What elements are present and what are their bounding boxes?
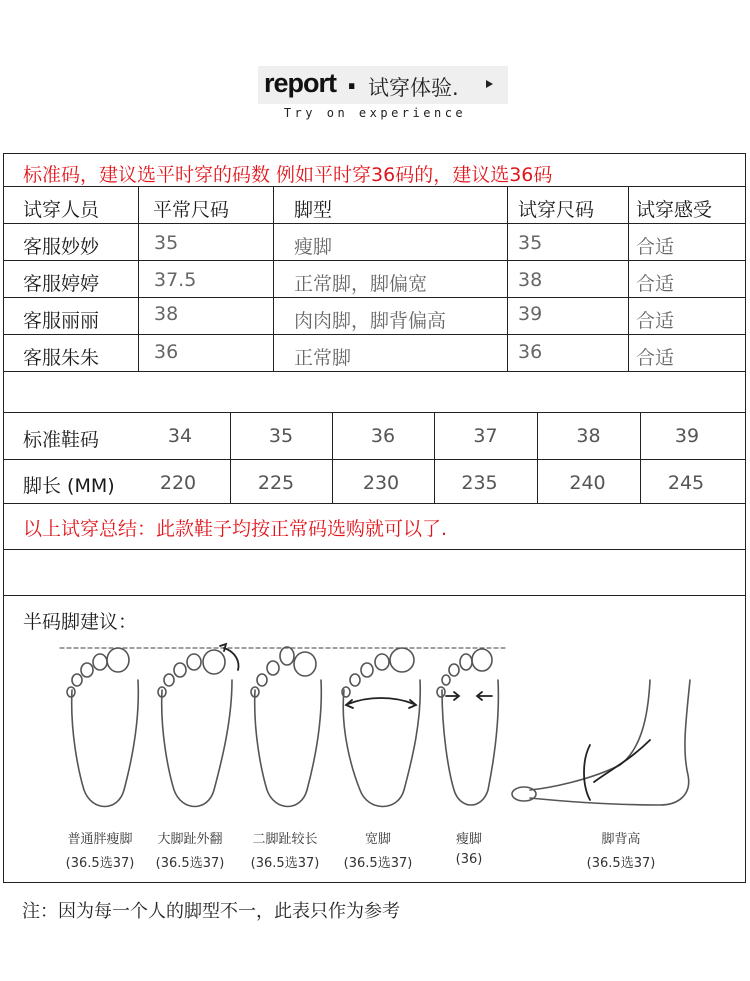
rule xyxy=(3,334,746,335)
foot-long-second-toe-icon xyxy=(251,647,321,807)
size-row-label: 标准鞋码 xyxy=(23,429,100,451)
size-value: 38 xyxy=(576,425,601,447)
length-value: 240 xyxy=(569,472,606,494)
usual-size: 37.5 xyxy=(154,269,197,291)
usual-size: 36 xyxy=(154,341,179,363)
report-header xyxy=(258,62,508,104)
foot-type-name: 瘦脚 xyxy=(455,832,482,847)
length-value: 220 xyxy=(159,472,197,494)
foot-type-name: 二脚趾较长 xyxy=(252,832,318,847)
header-title: 试穿体验. xyxy=(368,76,459,100)
foot-type-advice: (36.5选37) xyxy=(250,856,320,871)
rule xyxy=(628,186,629,371)
foot-type-name: 普通胖瘦脚 xyxy=(67,832,133,847)
report-dot: . xyxy=(346,62,358,97)
rule xyxy=(3,297,746,298)
length-value: 235 xyxy=(461,472,498,494)
tester-name: 客服丽丽 xyxy=(23,310,100,332)
foot-normal-icon xyxy=(67,648,138,807)
foot-type-advice: (36.5选37) xyxy=(65,856,135,871)
rule xyxy=(3,223,746,224)
col-header-foot-type: 脚型 xyxy=(294,199,333,221)
tester-name: 客服婷婷 xyxy=(23,273,100,295)
foot-type: 正常脚，脚偏宽 xyxy=(294,273,428,295)
tester-name: 客服朱朱 xyxy=(23,347,100,369)
foot-type-advice: (36) xyxy=(455,852,483,867)
try-size: 39 xyxy=(518,303,543,325)
footnote: 注：因为每一个人的脚型不一，此表只作为参考 xyxy=(22,901,400,922)
foot-type-name: 宽脚 xyxy=(364,832,391,847)
intro-text: 标准码，建议选平时穿的码数 例如平时穿36码的，建议选36码 xyxy=(23,164,553,186)
size-value: 35 xyxy=(268,425,294,447)
size-value: 34 xyxy=(167,425,193,447)
rule xyxy=(3,260,746,261)
col-header-try-size: 试穿尺码 xyxy=(518,199,595,221)
rule xyxy=(273,186,274,371)
try-size: 35 xyxy=(518,232,543,254)
foot-type: 正常脚 xyxy=(294,347,352,369)
foot-type-advice: (36.5选37) xyxy=(343,856,413,871)
foot-type-advice: (36.5选37) xyxy=(155,856,225,871)
length-value: 245 xyxy=(667,472,705,494)
report-wordmark: report xyxy=(264,68,337,98)
feeling: 合适 xyxy=(636,273,675,295)
foot-type-advice: (36.5选37) xyxy=(586,856,656,871)
try-size: 38 xyxy=(518,269,543,291)
length-value: 225 xyxy=(257,472,295,494)
foot-bunion-icon xyxy=(158,644,238,807)
col-header-feeling: 试穿感受 xyxy=(636,199,713,221)
col-header-usual-size: 平常尺码 xyxy=(153,199,230,221)
rule xyxy=(138,186,139,371)
rule xyxy=(3,412,746,413)
rule xyxy=(507,186,508,371)
foot-high-instep-icon xyxy=(512,680,690,805)
foot-type-name: 大脚趾外翻 xyxy=(157,832,223,847)
foot-type-name: 脚背高 xyxy=(601,832,641,847)
feeling: 合适 xyxy=(636,347,675,369)
length-value: 230 xyxy=(362,472,400,494)
usual-size: 35 xyxy=(154,232,179,254)
length-row-label: 脚长 (MM) xyxy=(23,475,115,497)
header-subtitle: Try on experience xyxy=(283,106,467,120)
rule xyxy=(3,371,746,372)
tester-name: 客服妙妙 xyxy=(23,236,100,258)
half-size-title: 半码脚建议： xyxy=(23,611,138,633)
foot-type: 瘦脚 xyxy=(294,236,333,258)
summary-text: 以上试穿总结：此款鞋子均按正常码选购就可以了. xyxy=(23,518,448,540)
col-header-tester: 试穿人员 xyxy=(23,199,100,221)
rule xyxy=(3,503,746,504)
foot-type: 肉肉脚，脚背偏高 xyxy=(294,310,447,332)
size-value: 37 xyxy=(473,425,498,447)
size-value: 39 xyxy=(674,425,700,447)
foot-narrow-icon xyxy=(437,649,498,805)
rule xyxy=(3,595,746,596)
try-size: 36 xyxy=(518,341,543,363)
size-value: 36 xyxy=(370,425,396,447)
usual-size: 38 xyxy=(154,303,179,325)
foot-types-illustration xyxy=(40,640,720,820)
play-arrow-icon xyxy=(486,80,493,88)
feeling: 合适 xyxy=(636,310,675,332)
rule xyxy=(3,459,746,460)
rule xyxy=(3,549,746,550)
feeling: 合适 xyxy=(636,236,675,258)
foot-wide-icon xyxy=(342,648,420,807)
